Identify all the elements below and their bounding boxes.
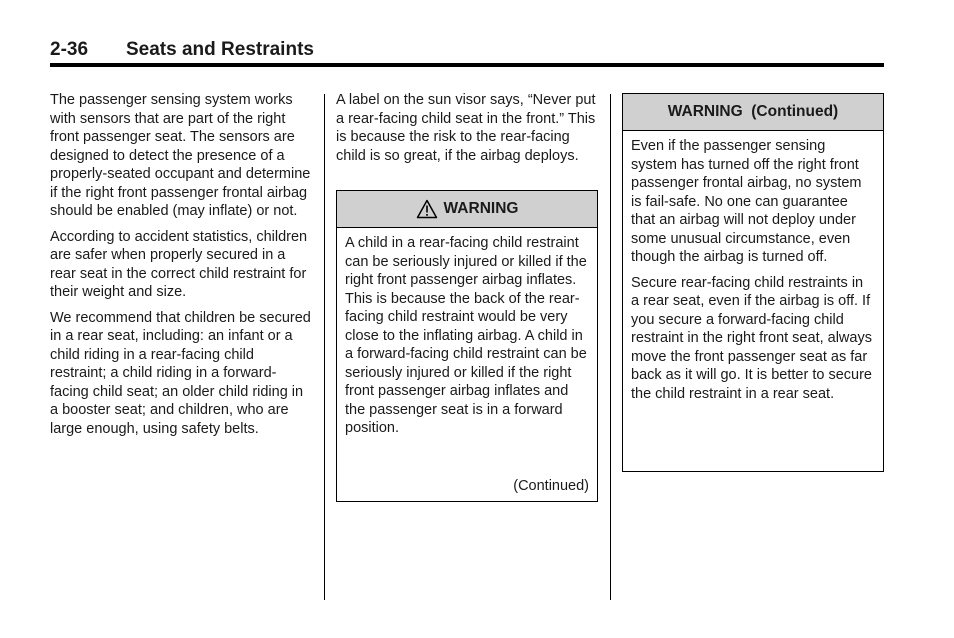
warning-text: Secure rear-facing child restraints in a rear seat, even if the airbag is off. If you secure a forward-facing child restraint in the right front seat, always move the front passenger seat as far back as it will go. It is better to secure the child restraint in a rear seat. xyxy=(631,274,872,402)
page-number: 2-36 xyxy=(50,39,89,60)
column-divider xyxy=(324,94,325,600)
section-title: Seats and Restraints xyxy=(126,39,314,60)
warning-title: WARNING xyxy=(443,200,519,217)
page-header xyxy=(50,39,884,61)
column-1 xyxy=(50,91,312,445)
paragraph: A label on the sun visor says, “Never put a rear-facing child seat in the front.” This is because the risk to the rear-facing child is so great, if the airbag deploys. xyxy=(336,92,596,164)
warning-continued-box xyxy=(622,93,884,472)
warning-title: WARNING (Continued) xyxy=(667,103,839,120)
paragraph: The passenger sensing system works with sensors that are part of the right front passenger seat. The sensors are designed to detect the presence of a properly-seated occupant and determine if the right front passenger frontal airbag should be enabled (may inflate) or not. xyxy=(50,92,311,219)
warning-box xyxy=(336,190,598,502)
warning-header xyxy=(623,94,883,131)
continued-label: (Continued) xyxy=(513,478,589,494)
warning-body xyxy=(337,228,597,438)
warning-body xyxy=(623,131,883,403)
paragraph: We recommend that children be secured in a rear seat, including: an infant or a child riding in a rear-facing child restraint; a child riding in a forward-facing child seat; an older child riding in a booster seat; and children, who are large enough, using safety belts. xyxy=(50,309,311,437)
warning-triangle-icon xyxy=(416,199,438,219)
column-divider xyxy=(610,94,611,600)
warning-text: Even if the passenger sensing system has turned off the right front passenger frontal airbag, no system is fail-safe. No one can guarantee that an airbag will not deploy under some unusual circumstance, even though the airbag is turned off. xyxy=(631,138,862,265)
warning-header xyxy=(337,191,597,228)
paragraph: According to accident statistics, children are safer when properly secured in a rear seat in the correct child restraint for their weight and size. xyxy=(50,228,308,300)
header-line xyxy=(50,39,884,61)
warning-text: A child in a rear-facing child restraint can be seriously injured or killed if the right front passenger airbag inflates. This is because the back of the rear-facing child restraint would be very close to the inflating airbag. A child in a forward-facing child restraint can be seriously injured or killed if the right front passenger airbag inflates and the passenger seat is in a forward position. xyxy=(345,235,587,436)
header-rule xyxy=(50,63,884,67)
column-2 xyxy=(336,91,602,172)
